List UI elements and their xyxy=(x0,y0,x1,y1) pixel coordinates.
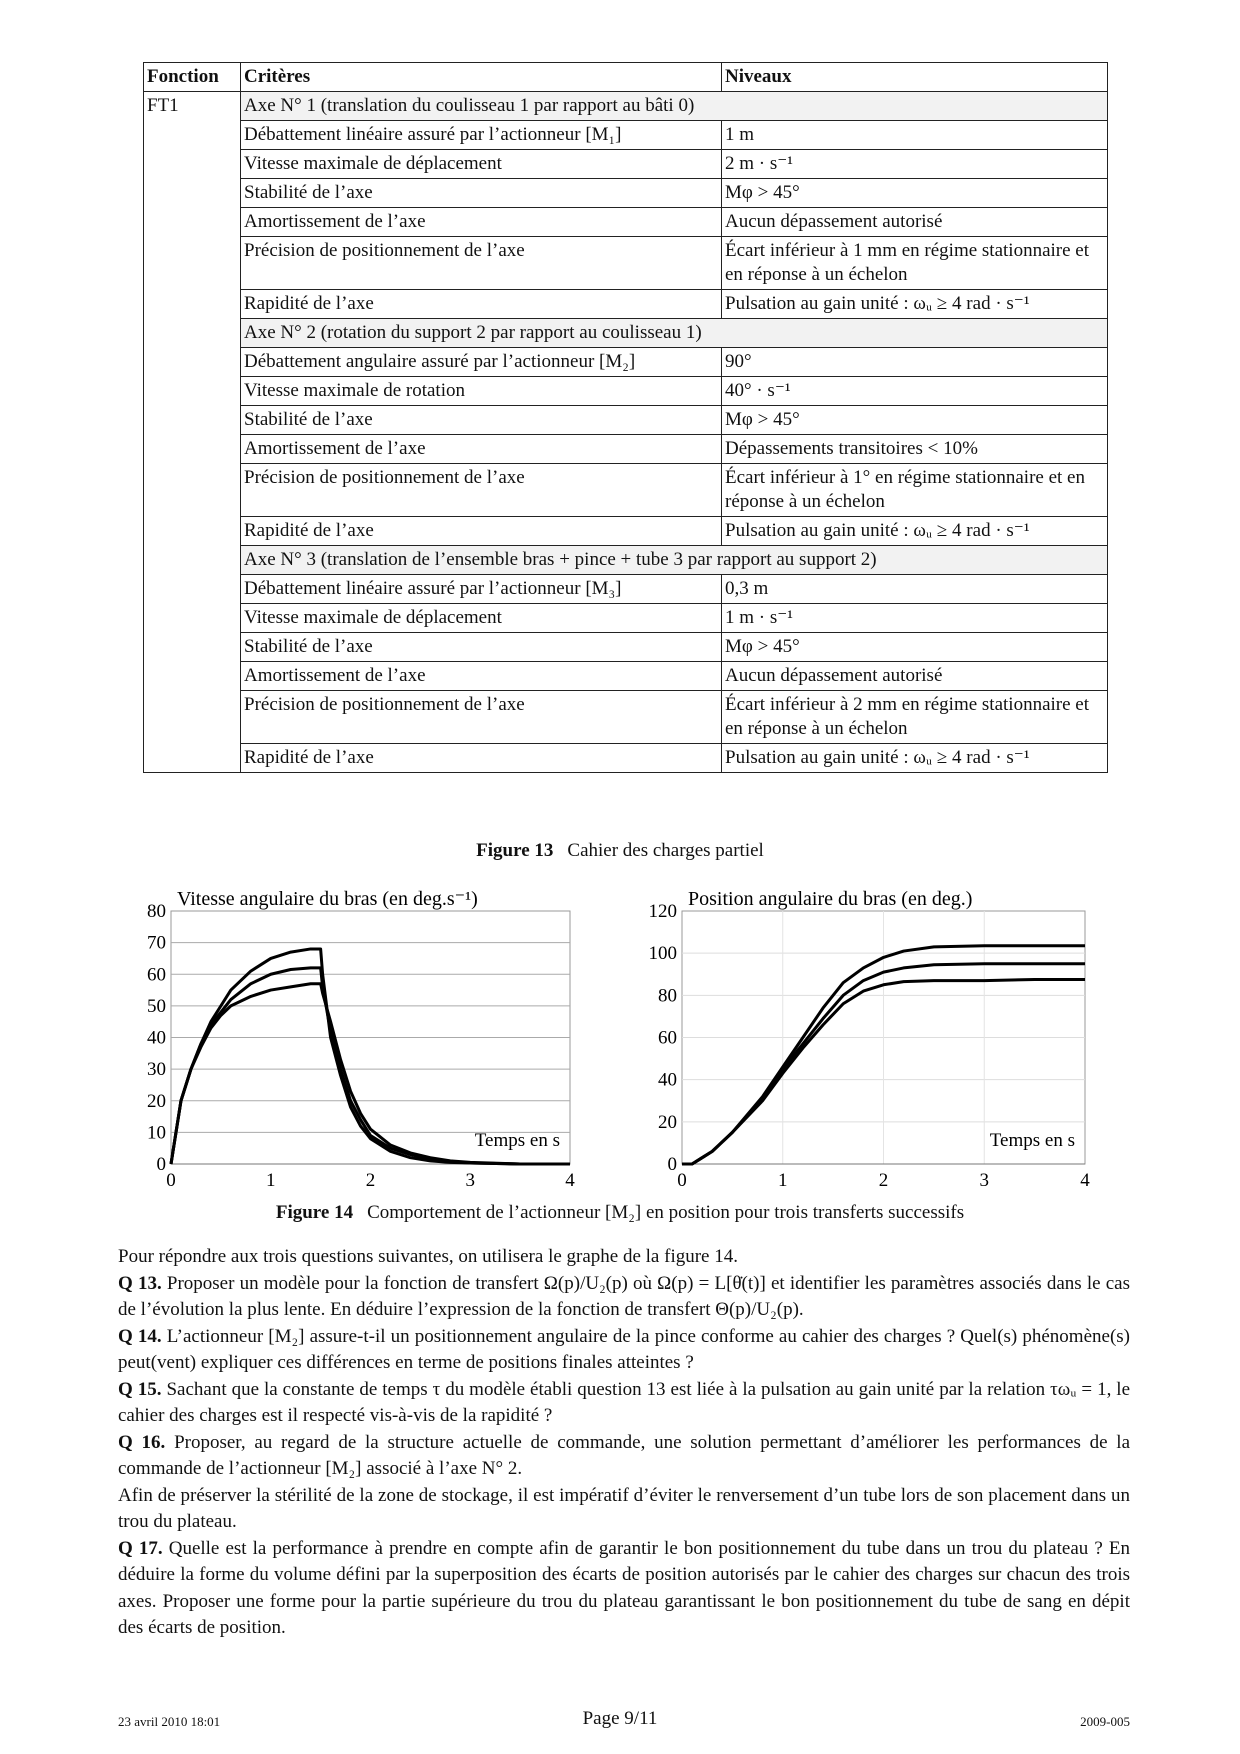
y-tick-label: 20 xyxy=(147,1090,166,1112)
axis-title: Axe N° 1 (translation du coulisseau 1 par rapport au bâti 0) xyxy=(241,92,1108,121)
criterion-cell: Amortissement de l’axe xyxy=(241,208,722,237)
axis-row xyxy=(144,319,1108,348)
criterion-cell: Précision de positionnement de l’axe xyxy=(241,464,722,517)
position-chart xyxy=(630,880,1110,1200)
axis-row xyxy=(144,546,1108,575)
table-row xyxy=(144,237,1108,290)
criterion-cell: Rapidité de l’axe xyxy=(241,744,722,773)
table-row xyxy=(144,150,1108,179)
function-cell: FT1 xyxy=(144,92,241,773)
level-cell: Mφ > 45° xyxy=(722,633,1108,662)
criterion-cell: Précision de positionnement de l’axe xyxy=(241,691,722,744)
table-row xyxy=(144,517,1108,546)
table-row xyxy=(144,179,1108,208)
question-text: Proposer un modèle pour la fonction de transfert Ω(p)/U₂(p) où Ω(p) = L[θ̇(t)] et identifier les paramètres associés dans le cas de l’évolution la plus lente. En déduire l’expression de la fonction de transfert Θ(p)/U₂(p). xyxy=(118,1272,1131,1320)
table-row xyxy=(144,604,1108,633)
question-number: Q 16. xyxy=(118,1431,166,1453)
axis-title: Axe N° 3 (translation de l’ensemble bras + pince + tube 3 par rapport au support 2) xyxy=(241,546,1108,575)
level-cell: 40° · s⁻¹ xyxy=(722,377,1108,406)
y-tick-label: 0 xyxy=(667,1154,677,1175)
criterion-cell: Stabilité de l’axe xyxy=(241,179,722,208)
level-cell: 2 m · s⁻¹ xyxy=(722,150,1108,179)
figure-label: Figure 14 xyxy=(275,1202,354,1223)
level-cell: Pulsation au gain unité : ωᵤ ≥ 4 rad · s⁻¹ xyxy=(722,744,1108,773)
chart-title: Vitesse angulaire du bras (en deg.s⁻¹) xyxy=(177,888,478,910)
criterion-cell: Amortissement de l’axe xyxy=(241,662,722,691)
figure-label: Figure 13 xyxy=(476,840,554,861)
y-tick-label: 120 xyxy=(648,901,677,922)
criterion-cell: Rapidité de l’axe xyxy=(241,290,722,319)
footer-date: 23 avril 2010 18:01 xyxy=(118,1714,221,1729)
question-text: Sachant que la constante de temps τ du modèle établi question 13 est liée à la pulsation au gain unité par la relation τωᵤ = 1, le cahier des charges est il respecté vis-à-vis de la rapidité ? xyxy=(118,1378,1131,1426)
footer-code: 2009-005 xyxy=(1080,1714,1130,1729)
table-row xyxy=(144,575,1108,604)
criterion-cell: Stabilité de l’axe xyxy=(241,633,722,662)
criterion-cell: Débattement linéaire assuré par l’actionneur [M₁] xyxy=(241,121,722,150)
y-tick-label: 50 xyxy=(147,995,166,1017)
table-row xyxy=(144,662,1108,691)
question xyxy=(118,1271,1130,1324)
criterion-cell: Débattement angulaire assuré par l’actionneur [M₂] xyxy=(241,348,722,377)
axis-title: Axe N° 2 (rotation du support 2 par rapport au coulisseau 1) xyxy=(241,319,1108,348)
question-number: Q 17. xyxy=(118,1537,163,1559)
y-tick-label: 100 xyxy=(648,943,677,965)
questions-text xyxy=(118,1244,1130,1642)
specifications-table xyxy=(143,62,1108,773)
level-cell: Aucun dépassement autorisé xyxy=(722,662,1108,691)
x-tick-label: 2 xyxy=(878,1170,889,1191)
table-row xyxy=(144,377,1108,406)
y-tick-label: 60 xyxy=(658,1027,677,1049)
header-niveaux: Niveaux xyxy=(722,63,1108,92)
question xyxy=(118,1377,1130,1430)
x-tick-label: 4 xyxy=(565,1170,575,1191)
table-row xyxy=(144,121,1108,150)
question xyxy=(118,1324,1130,1377)
table-row xyxy=(144,290,1108,319)
level-cell: 0,3 m xyxy=(722,575,1108,604)
figure-text: Cahier des charges partiel xyxy=(567,840,764,861)
criterion-cell: Rapidité de l’axe xyxy=(241,517,722,546)
question-text: Proposer, au regard de la structure actuelle de commande, une solution permettant d’améliorer les performances de la commande de l’actionneur [M₂] associé à l’axe N° 2. xyxy=(118,1431,1131,1479)
question-number: Q 14. xyxy=(118,1325,162,1347)
figure-13-caption xyxy=(0,840,1240,862)
velocity-chart xyxy=(120,880,600,1200)
x-tick-label: 1 xyxy=(778,1170,788,1191)
question-number: Q 13. xyxy=(118,1272,162,1294)
y-tick-label: 40 xyxy=(147,1027,166,1049)
level-cell: Mφ > 45° xyxy=(722,179,1108,208)
level-cell: 1 m · s⁻¹ xyxy=(722,604,1108,633)
level-cell: 90° xyxy=(722,348,1108,377)
axis-row xyxy=(144,92,1108,121)
criterion-cell: Vitesse maximale de déplacement xyxy=(241,604,722,633)
question-number: Q 15. xyxy=(118,1378,162,1400)
x-tick-label: 3 xyxy=(979,1170,989,1191)
level-cell: Écart inférieur à 1 mm en régime stationnaire et en réponse à un échelon xyxy=(722,237,1108,290)
x-tick-label: 2 xyxy=(365,1170,376,1191)
criterion-cell: Stabilité de l’axe xyxy=(241,406,722,435)
y-tick-label: 20 xyxy=(658,1111,677,1133)
level-cell: Écart inférieur à 1° en régime stationnaire et en réponse à un échelon xyxy=(722,464,1108,517)
y-tick-label: 80 xyxy=(658,985,677,1007)
table-header xyxy=(144,63,1108,92)
table-row xyxy=(144,744,1108,773)
level-cell: Pulsation au gain unité : ωᵤ ≥ 4 rad · s⁻¹ xyxy=(722,290,1108,319)
figure-text: Comportement de l’actionneur [M₂] en position pour trois transferts successifs xyxy=(367,1202,965,1223)
level-cell: Écart inférieur à 2 mm en régime stationnaire et en réponse à un échelon xyxy=(722,691,1108,744)
y-tick-label: 70 xyxy=(147,932,166,954)
table-row xyxy=(144,208,1108,237)
table-row xyxy=(144,691,1108,744)
question-text: L’actionneur [M₂] assure-t-il un positionnement angulaire de la pince conforme au cahier des charges ? Quel(s) phénomène(s) peut(vent) expliquer ces différences en terme de positions finales atteintes ? xyxy=(118,1325,1130,1373)
question xyxy=(118,1536,1130,1642)
criterion-cell: Débattement linéaire assuré par l’actionneur [M₃] xyxy=(241,575,722,604)
x-tick-label: 4 xyxy=(1080,1170,1090,1191)
question-text: Quelle est la performance à prendre en compte afin de garantir le bon positionnement du tube dans un trou du plateau ? En déduire la forme du volume défini par la superposition des écarts de position autorisés par le cahier des charges sur chacun des trois axes. Proposer une forme pour la partie supérieure du trou du plateau garantissant le bon positionnement du tube de sang en dépit des écarts de position. xyxy=(118,1537,1130,1638)
level-cell: Dépassements transitoires < 10% xyxy=(722,435,1108,464)
x-tick-label: 0 xyxy=(166,1170,176,1191)
y-tick-label: 30 xyxy=(147,1059,166,1081)
criterion-cell: Précision de positionnement de l’axe xyxy=(241,237,722,290)
table-row xyxy=(144,633,1108,662)
question xyxy=(118,1430,1130,1483)
x-axis-label: Temps en s xyxy=(474,1130,560,1151)
paragraph xyxy=(118,1483,1130,1536)
question-text: Pour répondre aux trois questions suivantes, on utilisera le graphe de la figure 14. xyxy=(118,1246,738,1267)
x-tick-label: 1 xyxy=(266,1170,276,1191)
chart-title: Position angulaire du bras (en deg.) xyxy=(688,888,973,910)
level-cell: 1 m xyxy=(722,121,1108,150)
y-tick-label: 80 xyxy=(147,901,166,922)
header-fonction: Fonction xyxy=(144,63,241,92)
y-tick-label: 10 xyxy=(147,1122,166,1144)
table-row xyxy=(144,464,1108,517)
y-tick-label: 60 xyxy=(147,964,166,986)
x-tick-label: 3 xyxy=(465,1170,475,1191)
y-tick-label: 0 xyxy=(156,1154,166,1175)
level-cell: Aucun dépassement autorisé xyxy=(722,208,1108,237)
criterion-cell: Amortissement de l’axe xyxy=(241,435,722,464)
x-tick-label: 0 xyxy=(677,1170,687,1191)
x-axis-label: Temps en s xyxy=(989,1130,1075,1151)
table-row xyxy=(144,348,1108,377)
footer-page: Page 9/11 xyxy=(582,1708,658,1729)
criterion-cell: Vitesse maximale de déplacement xyxy=(241,150,722,179)
level-cell: Pulsation au gain unité : ωᵤ ≥ 4 rad · s⁻¹ xyxy=(722,517,1108,546)
criterion-cell: Vitesse maximale de rotation xyxy=(241,377,722,406)
figure-14-caption xyxy=(0,1202,1240,1224)
paragraph xyxy=(118,1244,1130,1271)
table-row xyxy=(144,435,1108,464)
table-row xyxy=(144,406,1108,435)
question-text: Afin de préserver la stérilité de la zone de stockage, il est impératif d’éviter le renversement d’un tube lors de son placement dans un trou du plateau. xyxy=(118,1484,1130,1532)
header-criteres: Critères xyxy=(241,63,722,92)
y-tick-label: 40 xyxy=(658,1069,677,1091)
level-cell: Mφ > 45° xyxy=(722,406,1108,435)
